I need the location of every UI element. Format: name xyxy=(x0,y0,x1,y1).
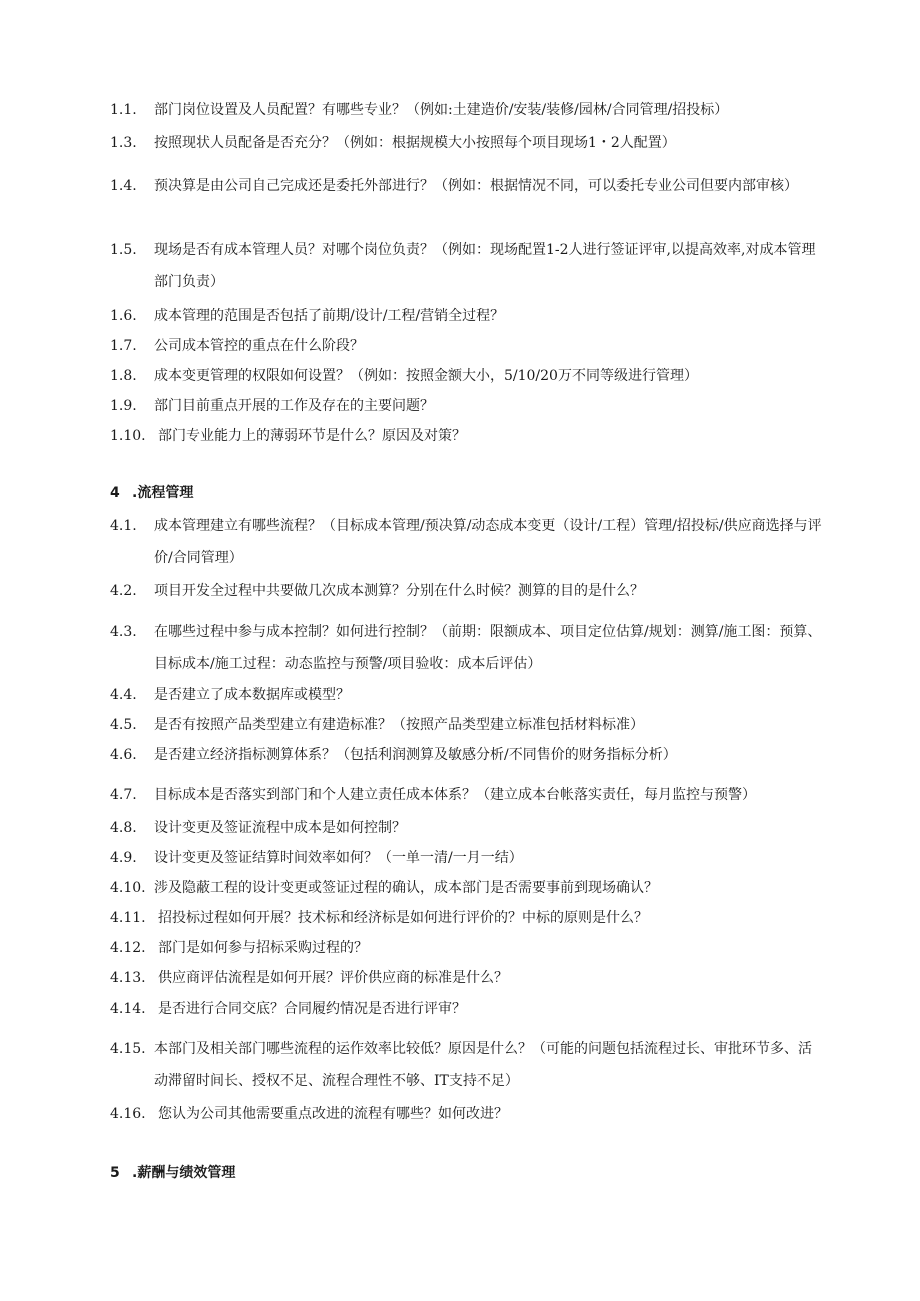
item-text: 是否进行合同交底？合同履约情况是否进行评审？ xyxy=(158,1001,466,1017)
item-number: 1.9. xyxy=(110,398,137,414)
item-text: 现场是否有成本管理人员？对哪个岗位负责？（例如：现场配置1-2人进行签证评审,以提高效率,对成本管理部门负责） xyxy=(154,242,816,290)
item-text: 部门专业能力上的薄弱环节是什么？原因及对策？ xyxy=(158,428,466,444)
item-number: 4.9. xyxy=(110,850,137,866)
item-number: 4.13. xyxy=(110,970,146,986)
item-number: 4.14. xyxy=(110,1001,146,1017)
list-item xyxy=(110,812,822,844)
list-item xyxy=(110,932,822,964)
item-text: 是否有按照产品类型建立有建造标准？（按照产品类型建立标准包括材料标准） xyxy=(154,717,644,733)
item-text: 按照现状人员配备是否充分？（例如：根据规模大小按照每个项目现场1・2人配置） xyxy=(154,135,676,151)
item-number: 1.10. xyxy=(110,428,146,444)
item-text: 设计变更及签证结算时间效率如何？（一单一清/一月一结） xyxy=(154,850,523,866)
item-number: 4.16. xyxy=(110,1106,146,1122)
item-text: 预决算是由公司自己完成还是委托外部进行？（例如：根据情况不同，可以委托专业公司但要内部审核） xyxy=(154,178,798,194)
item-number: 4.8. xyxy=(110,820,137,836)
item-number: 4.5. xyxy=(110,717,137,733)
item-number: 4.10. xyxy=(110,880,146,896)
list-item xyxy=(110,234,822,298)
section-heading xyxy=(110,1157,235,1189)
list-item xyxy=(110,739,822,771)
list-item xyxy=(110,330,822,362)
list-item xyxy=(110,1098,822,1130)
section-title: .薪酬与绩效管理 xyxy=(132,1165,236,1181)
item-number: 1.4. xyxy=(110,178,137,194)
list-item xyxy=(110,872,822,904)
list-item xyxy=(110,616,822,680)
item-text: 公司成本管控的重点在什么阶段？ xyxy=(154,338,364,354)
item-text: 涉及隐蔽工程的设计变更或签证过程的确认，成本部门是否需要事前到现场确认？ xyxy=(154,880,658,896)
list-item xyxy=(110,962,822,994)
item-text: 成本管理建立有哪些流程？（目标成本管理/预决算/动态成本变更（设计/工程）管理/招投标/供应商选择与评价/合同管理） xyxy=(154,518,822,566)
list-item xyxy=(110,127,822,159)
list-item xyxy=(110,1033,822,1097)
list-item xyxy=(110,709,822,741)
item-number: 4.11. xyxy=(110,910,146,926)
list-item xyxy=(110,360,822,392)
item-number: 1.8. xyxy=(110,368,137,384)
list-item xyxy=(110,679,822,711)
section-heading xyxy=(110,477,193,509)
list-item xyxy=(110,779,822,811)
item-number: 4.6. xyxy=(110,747,137,763)
item-text: 部门目前重点开展的工作及存在的主要问题？ xyxy=(154,398,434,414)
item-number: 4.15. xyxy=(110,1041,146,1057)
section-number: 4 xyxy=(110,485,120,501)
item-number: 1.3. xyxy=(110,135,137,151)
item-number: 4.7. xyxy=(110,787,137,803)
item-text: 项目开发全过程中共要做几次成本测算？分别在什么时候？测算的目的是什么？ xyxy=(154,583,644,599)
list-item xyxy=(110,993,822,1025)
list-item xyxy=(110,170,822,202)
list-item xyxy=(110,300,822,332)
list-item xyxy=(110,842,822,874)
list-item xyxy=(110,420,822,452)
item-number: 4.12. xyxy=(110,940,146,956)
item-number: 4.1. xyxy=(110,518,137,534)
item-text: 本部门及相关部门哪些流程的运作效率比较低？原因是什么？（可能的问题包括流程过长、审批环节多、活动滞留时间长、授权不足、流程合理性不够、IT支持不足） xyxy=(154,1041,812,1089)
item-text: 部门是如何参与招标采购过程的？ xyxy=(158,940,368,956)
list-item xyxy=(110,902,822,934)
item-number: 4.2. xyxy=(110,583,137,599)
item-number: 1.1. xyxy=(110,102,137,118)
item-text: 设计变更及签证流程中成本是如何控制？ xyxy=(154,820,406,836)
item-text: 部门岗位设置及人员配置？有哪些专业？（例如:土建造价/安装/装修/园林/合同管理/招投标） xyxy=(154,102,729,118)
list-item xyxy=(110,575,822,607)
item-number: 4.3. xyxy=(110,624,137,640)
item-number: 1.5. xyxy=(110,242,137,258)
item-text: 在哪些过程中参与成本控制？如何进行控制？（前期：限额成本、项目定位估算/规划：测算/施工图：预算、目标成本/施工过程：动态监控与预警/项目验收：成本后评估） xyxy=(154,624,822,672)
item-text: 目标成本是否落实到部门和个人建立责任成本体系？（建立成本台帐落实责任，每月监控与预警） xyxy=(154,787,756,803)
section-number: 5 xyxy=(110,1165,120,1181)
list-item xyxy=(110,94,822,126)
item-text: 是否建立了成本数据库或模型？ xyxy=(154,687,350,703)
item-number: 4.4. xyxy=(110,687,137,703)
section-title: .流程管理 xyxy=(132,485,194,501)
item-text: 成本变更管理的权限如何设置？（例如：按照金额大小，5/10/20万不同等级进行管理） xyxy=(154,368,698,384)
item-number: 1.7. xyxy=(110,338,137,354)
item-text: 是否建立经济指标测算体系？（包括利润测算及敏感分析/不同售价的财务指标分析） xyxy=(154,747,677,763)
item-text: 招投标过程如何开展？技术标和经济标是如何进行评价的？中标的原则是什么？ xyxy=(158,910,648,926)
item-text: 您认为公司其他需要重点改进的流程有哪些？如何改进？ xyxy=(158,1106,508,1122)
item-number: 1.6. xyxy=(110,308,137,324)
item-text: 成本管理的范围是否包括了前期/设计/工程/营销全过程？ xyxy=(154,308,505,324)
item-text: 供应商评估流程是如何开展？评价供应商的标准是什么？ xyxy=(158,970,508,986)
list-item xyxy=(110,510,822,574)
list-item xyxy=(110,390,822,422)
